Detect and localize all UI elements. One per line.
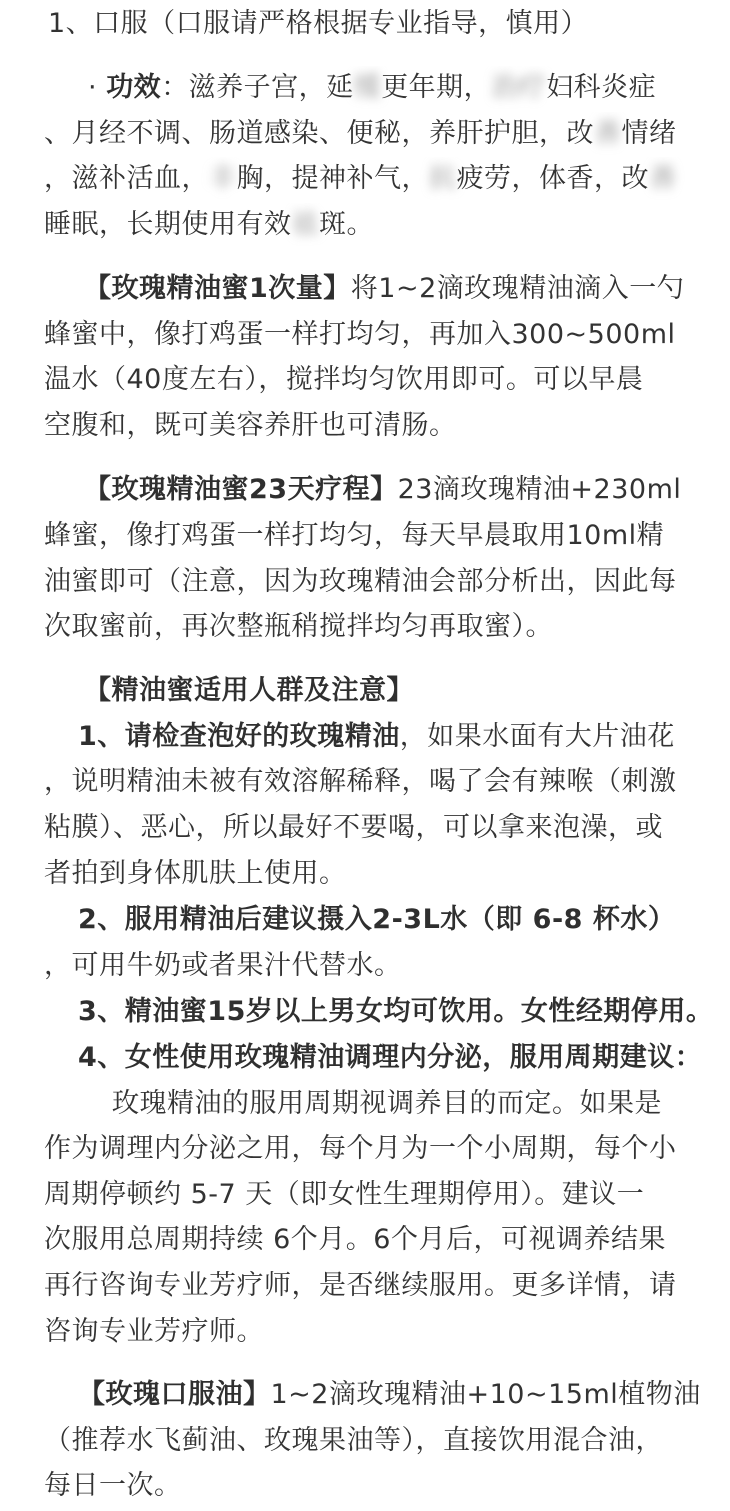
oral-oil-line-3: 每日一次。 <box>44 1470 182 1501</box>
single-dose-line-1: 【玫瑰精油蜜1次量】将1~2滴玫瑰精油滴入一勺 <box>84 273 685 304</box>
notes-item-2: 2、服用精油后建议摄入2-3L水（即 6-8 杯水） <box>78 904 676 935</box>
efficacy-label: 功效 <box>106 72 162 103</box>
efficacy-line-4: 睡眠，长期使用有效祛斑。 <box>44 209 374 240</box>
course-line-1: 【玫瑰精油蜜23天疗程】23滴玫瑰精油+230ml <box>84 474 682 505</box>
single-dose-line-2: 蜂蜜中，像打鸡蛋一样打均匀，再加入300~500ml <box>44 319 676 350</box>
section-heading: 1、口服（口服请严格根据专业指导，慎用） <box>48 8 589 39</box>
notes-item-4: 4、女性使用玫瑰精油调理内分泌，服用周期建议： <box>78 1042 703 1073</box>
notes-item-1-line-1: 1、请检查泡好的玫瑰精油，如果水面有大片油花 <box>78 721 675 752</box>
notes-item-4-line-5: 再行咨询专业芳疗师，是否继续服用。更多详情，请 <box>44 1270 677 1301</box>
course-line-4: 次取蜜前，再次整瓶稍搅拌均匀再取蜜）。 <box>44 611 553 642</box>
course-line-3: 油蜜即可（注意，因为玫瑰精油会部分析出，因此每 <box>44 566 677 597</box>
notes-item-4-line-1: 玫瑰精油的服用周期视调养目的而定。如果是 <box>112 1088 662 1119</box>
course-title: 【玫瑰精油蜜23天疗程】 <box>84 474 398 505</box>
notes-item-4-line-3: 周期停顿约 5-7 天（即女性生理期停用）。建议一 <box>44 1179 645 1210</box>
single-dose-title: 【玫瑰精油蜜1次量】 <box>84 273 351 304</box>
notes-item-4-line-6: 咨询专业芳疗师。 <box>44 1316 264 1347</box>
single-dose-line-4: 空腹和，既可美容养肝也可清肠。 <box>44 410 457 441</box>
bullet: · <box>88 72 98 103</box>
efficacy-line-1: · 功效：滋养子宫，延缓更年期，治疗妇科炎症 <box>88 72 657 103</box>
notes-item-3: 3、精油蜜15岁以上男女均可饮用。女性经期停用。 <box>78 996 714 1027</box>
notes-item-2-line-2: ，可用牛奶或者果汁代替水。 <box>44 950 402 981</box>
oral-oil-title: 【玫瑰口服油】 <box>78 1379 271 1410</box>
notes-item-1-line-3: 粘膜）、恶心，所以最好不要喝，可以拿来泡澡，或 <box>44 812 663 843</box>
notes-title: 【精油蜜适用人群及注意】 <box>84 675 414 706</box>
efficacy-line-3: ，滋补活血，丰胸，提神补气，抗疲劳，体香，改善 <box>44 163 677 194</box>
notes-item-1-line-2: ，说明精油未被有效溶解稀释，喝了会有辣喉（刺激 <box>44 766 677 797</box>
oral-oil-line-2: （推荐水飞蓟油、玫瑰果油等），直接饮用混合油， <box>44 1425 663 1456</box>
notes-item-1-line-4: 者拍到身体肌肤上使用。 <box>44 858 347 889</box>
efficacy-line-2: 、月经不调、肠道感染、便秘，养肝护胆，改善情绪 <box>44 118 677 149</box>
course-line-2: 蜂蜜，像打鸡蛋一样打均匀，每天早晨取用10ml精 <box>44 520 665 551</box>
notes-item-4-line-2: 作为调理内分泌之用，每个月为一个小周期，每个小 <box>44 1133 677 1164</box>
single-dose-line-3: 温水（40度左右），搅拌均匀饮用即可。可以早晨 <box>44 364 644 395</box>
oral-oil-line-1: 【玫瑰口服油】1~2滴玫瑰精油+10~15ml植物油 <box>78 1379 701 1410</box>
notes-item-4-line-4: 次服用总周期持续 6个月。6个月后，可视调养结果 <box>44 1224 666 1255</box>
